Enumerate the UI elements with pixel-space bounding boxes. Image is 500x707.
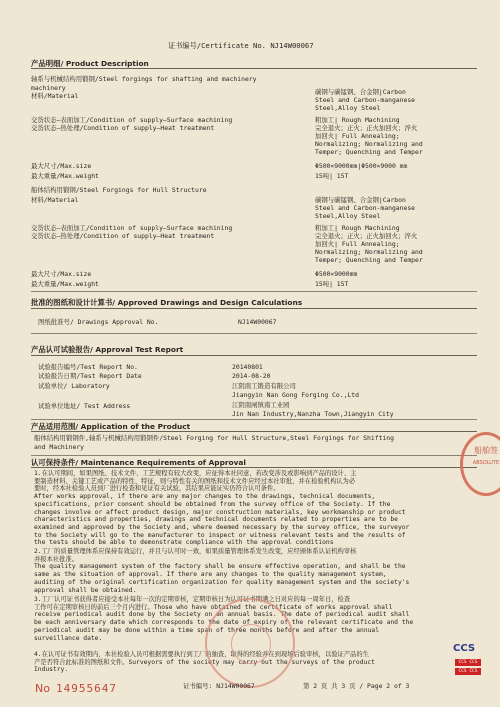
maintenance-item-4: 4.在认可证书有效期内，本社检验人员可根据需要执行到工厂的抽查，取得的经验并在到现场后验审核，以验证产品的生 产是否符合此标准的图纸和文件。Surveyors of the society may carry out the surveys of the product Industry. [34,651,375,674]
material-label: 材料/Material [31,92,79,100]
ccs-logo-text: CCS [453,643,476,654]
footer-page: 第 2 页 共 3 页 / Page 2 of 3 [303,682,410,690]
max-size-value: Φ500×9000mm|Φ500×9000 mm [315,162,408,170]
product-title-2: 船体结构用锻钢/Steel Forgings for Hull Structure [31,186,207,194]
section-rule [31,455,477,456]
product-title-1: 轴系与机械结构用锻钢/Steel forgings for shafting and machinery [31,75,257,83]
supply-heat-value: 完全退火；正火；正火加回火；淬火 [315,232,418,240]
test-address-label: 试验单位地址/ Test Address [38,402,131,410]
material-value: 碳钢与碳锰钢、合金钢|Carbon [315,88,406,96]
section-rule [31,291,477,292]
supply-heat-value: Temper; Quenching and Temper [315,256,423,264]
test-address-value-en: Jin Nan Industry,Nanzha Town,Jiangyin City [232,410,394,418]
section-approved-drawings: 批准的图纸和设计计算书/ Approved Drawings and Design Calculations [31,298,303,307]
seal-text: ABSOLUTE [472,460,500,466]
ccs-logo-bar: CCS CCS [455,659,481,666]
max-weight-value: 15吨| 15T [315,280,349,288]
max-size-value: Φ500×9000mm [315,270,358,278]
supply-heat-value: Temper; Quenching and Temper [315,148,423,156]
supply-surface-label: 交货状态—表面加工/Condition of supply—Surface machining [31,116,233,124]
section-rule [31,467,477,468]
supply-surface-value: 粗加工| Rough Machining [315,116,400,124]
material-label: 材料/Material [31,196,79,204]
supply-surface-label: 交货状态—表面加工/Condition of supply—Surface machining [31,224,233,232]
supply-heat-label: 交货状态—热处理/Condition of supply—Heat treatment [31,124,215,132]
seal-inner-ring [231,624,271,664]
product-line: machinery [31,84,66,92]
section-product-description: 产品明细/ Product Description [31,59,149,68]
ccs-logo-bar: CCS CCS [455,668,481,675]
test-address-value-cn: 江阴南闸镇南工业园 [232,401,290,409]
max-size-label: 最大尺寸/Max.size [31,270,92,278]
section-rule [31,431,477,432]
maintenance-item-3: 3.工厂认可证书获得者应接受本社每年一次的定期审核，定期审核日为认可证书期满之日对应的每一周年日，检查 工作可在定期审核日的前后三个月内进行。Those who have obtained the certificate of works approval shall receive periodical audit done by the Society on an annual basis. The date of periodical audit shall be each anniversary date which corresponds to the date of expiry of the relevant certificate and the periodical audit may be done within a time span of three months before and after the annual surveillance date. [34,596,414,642]
test-report-no-value: 20140801 [232,363,263,371]
supply-surface-value: 粗加工| Rough Machining [315,224,400,232]
laboratory-label: 试验单位/ Laboratory [38,382,110,390]
footer-cert-no: 证书编号: NJ14W00067 [183,682,255,690]
max-weight-value: 15吨| 15T [315,172,349,180]
section-application: 产品适用范围/ Application of the Product [31,422,191,431]
seal-text: 船舶签 [474,446,498,455]
test-report-date-label: 试验报告日期/Test Report Date [38,372,142,380]
serial-prefix: No [35,682,50,695]
certificate-number-header: 证书编号/Certificate No. NJ14W00067 [168,41,314,50]
max-size-label: 最大尺寸/Max.size [31,162,92,170]
supply-heat-value: 加回火| Full Annealing; [315,240,400,248]
material-value: Steel,Alloy Steel [315,212,381,220]
max-weight-label: 最大重量/Max.weight [31,280,99,288]
maintenance-item-2: 2.工厂的质量管理体系应保持有效运行，并且与认可时一致，如果质量管理体系发生改变，应经颁体系认证机构审核 并报本社批准。 The quality management system of the factory shall be ensure effective operation, and shall be the same as the situation of approval. If there are any changes to the quality management system, auditing of the original certification organization for quality management system and the society's approval shall be obtained. [34,548,410,594]
laboratory-value-cn: 江阴南工锻造有限公司 [232,382,296,390]
drawings-approval-label: 图纸批准号/ Drawings Approval No. [38,318,159,326]
supply-heat-value: 加回火| Full Annealing; [315,132,400,140]
material-value: 碳钢与碳锰钢、合金钢|Carbon [315,196,406,204]
ccs-round-seal [205,598,295,688]
material-value: Steel and Carbon-manganese [315,96,416,104]
section-rule [31,419,477,420]
material-value: Steel and Carbon-manganese [315,204,416,212]
supply-heat-value: 完全退火；正火；正火加回火；淬火 [315,124,418,132]
material-value: Steel,Alloy Steel [315,104,381,112]
section-rule [31,68,477,69]
section-test-report: 产品认可试验报告/ Approval Test Report [31,345,184,354]
laboratory-value-en: Jiangyin Nan Gong Forging Co.,Ltd [232,391,359,399]
supply-heat-label: 交货状态—热处理/Condition of supply—Heat treatment [31,232,215,240]
drawings-approval-value: NJ14W00067 [238,318,277,326]
max-weight-label: 最大重量/Max.weight [31,172,99,180]
ccs-logo [453,643,483,689]
application-text: 船体结构用锻钢件,轴系与机械结构用锻钢件/Steel Forging for Hull Structure,Steel Forgings for Shifting [34,434,394,442]
section-maintenance: 认可保持条件/ Maintenance Requirements of Approval [31,458,246,467]
supply-heat-value: Normalizing; Normalizing and [315,140,423,148]
test-report-no-label: 试验报告编号/Test Report No. [38,363,138,371]
section-rule [31,355,477,356]
application-text: and Machinery [34,443,85,451]
serial-number: 14955647 [56,682,117,695]
section-rule [31,308,477,309]
test-report-date-value: 2014-08-20 [232,372,271,380]
section-rule [31,333,477,334]
maintenance-item-1: 1.在认可期间，如果图纸、技术文件、工艺规程有较大改变，应征得本社同意，若改变涉及或影响到产品的设计、主 要制造材料、关键工艺或产品的特性、特征，则与特性有关的图纸和技术文件应经过本社审批，并在检验机构认为必 要时，经本社检验人员到厂进行检查和见证有关试验，其结果应能证实仍符合认可条件。 After works approval, if there are any major changes to the drawings, technical documents, specifications, prior consent should be obtained from the survey office of the Society. If the changes involve or affect product design, major construction materials, key workmanship or product characteristics and properties, drawings and technical documents related to properties are to be examined and approved by the Society and, where deemed necessary by the survey office, the surveyor to the Society will go to the manufacturer to inspect or witness relevant tests and the results of the tests should be able to demonstrate compliance with the approval conditions [34,470,410,547]
supply-heat-value: Normalizing; Normalizing and [315,248,423,256]
